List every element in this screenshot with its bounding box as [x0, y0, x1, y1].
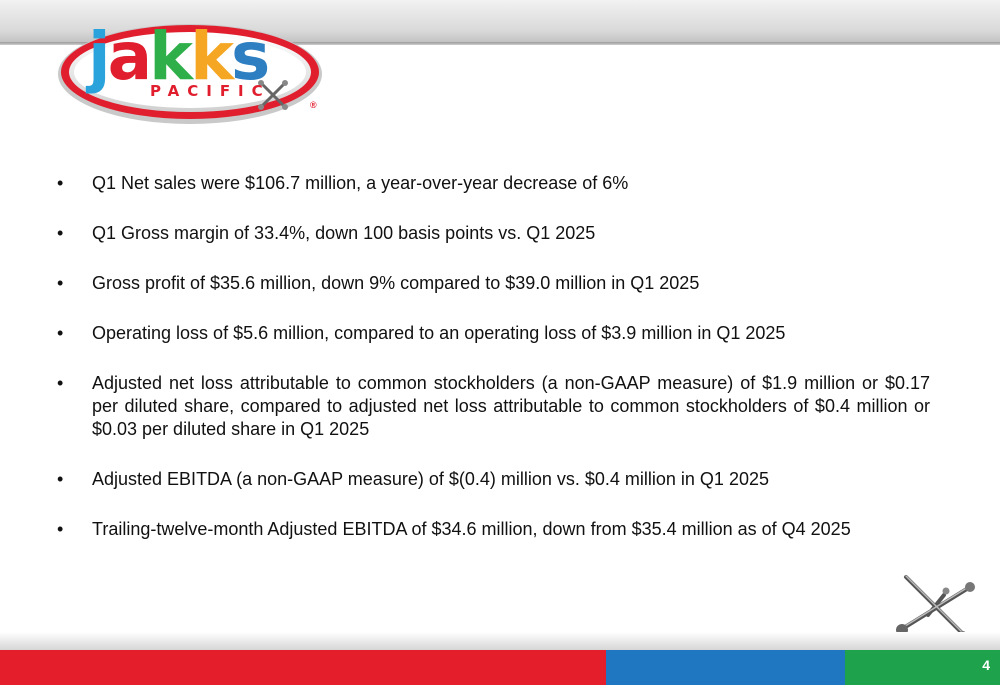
footer-bar-red: [0, 650, 606, 685]
bullet-text: Gross profit of $35.6 million, down 9% compared to $39.0 million in Q1 2025: [92, 273, 700, 293]
bullet-icon: •: [57, 273, 64, 293]
registered-mark: ®: [310, 100, 317, 110]
list-item: [57, 322, 930, 345]
bullet-icon: •: [57, 519, 64, 539]
bullet-text: Operating loss of $5.6 million, compared to an operating loss of $3.9 million in Q1 2025: [92, 323, 786, 343]
list-item: [57, 468, 930, 491]
list-item: [57, 518, 930, 541]
bullet-text: Q1 Net sales were $106.7 million, a year-over-year decrease of 6%: [92, 173, 629, 193]
footer-bar-blue: [606, 650, 845, 685]
list-item: [57, 272, 930, 295]
jakks-pacific-logo: [54, 18, 334, 128]
bullet-icon: •: [57, 469, 64, 489]
bullet-icon: •: [57, 373, 64, 393]
bullet-icon: •: [57, 223, 64, 243]
footer-bar-green: [845, 650, 1000, 685]
bullet-icon: •: [57, 323, 64, 343]
logo-brand-text: jakks: [88, 18, 268, 95]
footer-shadow: [0, 632, 1000, 650]
bullet-text: Adjusted EBITDA (a non-GAAP measure) of $(0.4) million vs. $0.4 million in Q1 2025: [92, 469, 769, 489]
highlights-list: [57, 172, 930, 568]
bullet-icon: •: [57, 173, 64, 193]
list-item: [57, 172, 930, 195]
bullet-text: Trailing-twelve-month Adjusted EBITDA of $34.6 million, down from $35.4 million as of Q4 2025: [92, 519, 851, 539]
page-number: 4: [982, 657, 990, 673]
logo-subtitle: PACIFIC: [150, 82, 271, 100]
list-item: [57, 372, 930, 441]
bullet-text: Adjusted net loss attributable to common stockholders (a non-GAAP measure) of $1.9 million or $0.17 per diluted share, compared to adjusted net loss attributable to common stockholders of $0.4 million or $0.03 per diluted share in Q1 2025: [92, 373, 930, 439]
bullet-text: Q1 Gross margin of 33.4%, down 100 basis points vs. Q1 2025: [92, 223, 596, 243]
list-item: [57, 222, 930, 245]
